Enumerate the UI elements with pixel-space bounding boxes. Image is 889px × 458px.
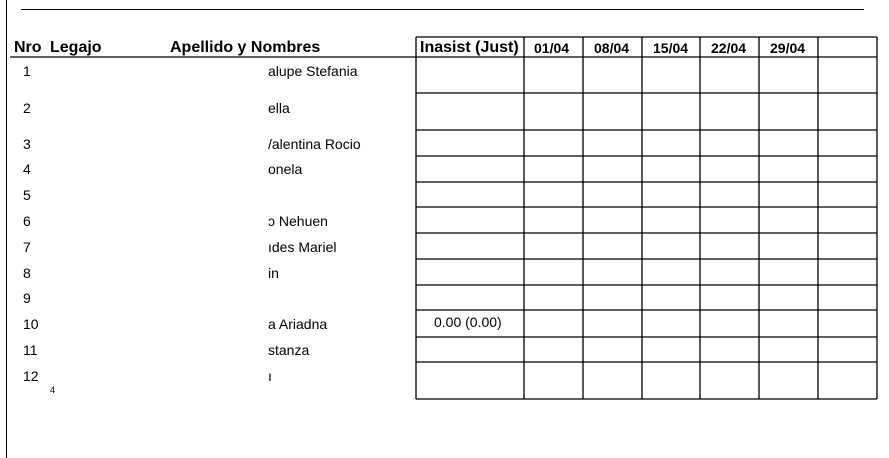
row-number: 3 — [23, 136, 31, 152]
student-name: ella — [268, 100, 290, 116]
header-date-4: 22/04 — [711, 40, 747, 56]
inasist-value: 0.00 (0.00) — [434, 314, 502, 330]
row-number: 11 — [23, 342, 38, 358]
row-number: 2 — [23, 100, 31, 116]
student-name: ıdes Mariel — [268, 239, 337, 255]
student-name: ı — [268, 368, 272, 384]
stray-mark: 4 — [50, 385, 56, 395]
student-name: /alentina Rocio — [268, 136, 361, 152]
row-number: 9 — [23, 290, 31, 306]
header-date-2: 08/04 — [594, 40, 630, 56]
row-number: 5 — [23, 187, 31, 203]
row-number: 8 — [23, 265, 31, 281]
row-number: 6 — [23, 213, 31, 229]
student-name: onela — [268, 161, 303, 177]
header-legajo: Legajo — [50, 39, 102, 56]
row-number: 1 — [23, 63, 31, 79]
student-name: alupe Stefania — [268, 63, 358, 79]
row-number: 7 — [23, 239, 31, 255]
header-nro: Nro — [14, 39, 42, 56]
row-number: 4 — [23, 161, 31, 177]
student-name: in — [268, 265, 279, 281]
header-date-1: 01/04 — [534, 40, 570, 56]
row-number: 10 — [23, 316, 39, 332]
header-date-3: 15/04 — [653, 40, 689, 56]
header-date-5: 29/04 — [770, 40, 806, 56]
header-apellido: Apellido y Nombres — [170, 39, 321, 56]
row-number: 12 — [23, 368, 39, 384]
student-name: ɔ Nehuen — [268, 213, 328, 229]
student-name: a Ariadna — [268, 316, 328, 332]
student-name: stanza — [268, 342, 310, 358]
header-inasist: Inasist (Just) — [420, 39, 519, 56]
